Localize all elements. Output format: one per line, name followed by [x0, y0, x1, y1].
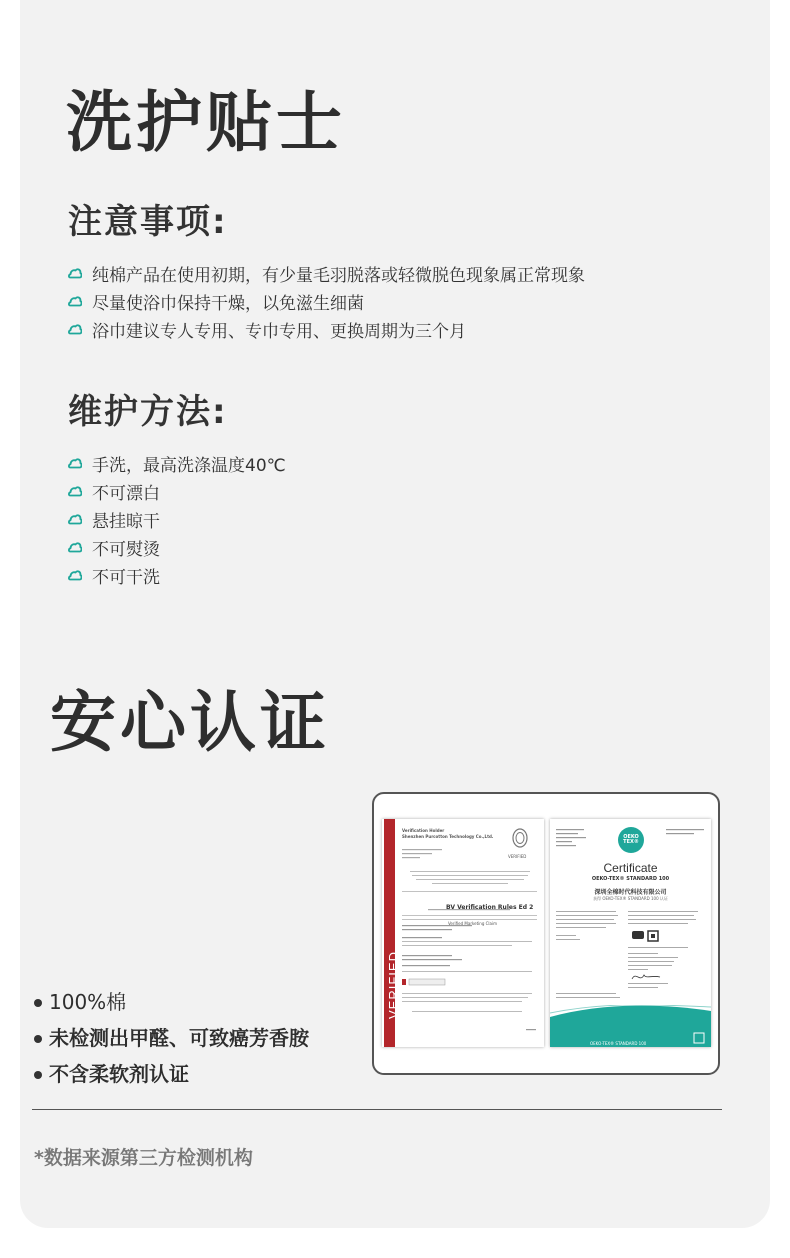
note-text: 纯棉产品在使用初期，有少量毛羽脱落或轻微脱色现象属正常现象	[92, 265, 585, 286]
bv-claim: Verified Marketing Claim	[448, 921, 498, 926]
oeko-tex-certificate	[550, 819, 711, 1047]
method-text: 悬挂晾干	[92, 511, 160, 532]
source-footnote: *数据来源第三方检测机构	[34, 1147, 253, 1169]
list-item	[68, 533, 286, 561]
cloud-outline-icon	[68, 323, 82, 335]
cert-feature-list	[34, 982, 309, 1090]
oeko-tex-badge	[618, 827, 644, 853]
method-heading: 维护方法:	[68, 392, 228, 432]
feature-item	[34, 1054, 309, 1090]
method-text: 不可干洗	[92, 567, 160, 588]
bullet-dot	[34, 1035, 42, 1043]
oeko-company: 深圳全棉时代科技有限公司	[594, 889, 667, 896]
notes-list	[68, 259, 585, 343]
cloud-outline-icon	[68, 513, 82, 525]
care-title: 洗护贴士	[66, 84, 346, 161]
method-text: 手洗，最高洗涤温度40℃	[92, 455, 286, 476]
oeko-footer: OEKO-TEX® STANDARD 100	[590, 1041, 647, 1046]
list-item	[68, 315, 585, 343]
bullet-dot	[34, 1071, 42, 1079]
cert-title: 安心认证	[50, 684, 330, 761]
bv-logo-caption: VERIFIED	[508, 854, 527, 859]
feature-text: 未检测出甲醛、可致癌芳香胺	[49, 1025, 309, 1050]
cloud-outline-icon	[68, 485, 82, 497]
oeko-standard: OEKO-TEX® STANDARD 100	[591, 876, 670, 882]
list-item	[68, 477, 286, 505]
oeko-company-sub: 获得 OEKO-TEX® STANDARD 100 认证	[593, 896, 668, 901]
feature-item	[34, 1018, 309, 1054]
oeko-badge-top: OEKO	[623, 834, 639, 840]
oeko-body-text-lines	[556, 909, 706, 1009]
certificate-image-frame	[372, 792, 720, 1075]
feature-text: 100%棉	[49, 989, 127, 1014]
list-item	[68, 449, 286, 477]
list-item	[68, 505, 286, 533]
list-item	[68, 287, 585, 315]
bv-watermark: VERIFIED	[386, 951, 401, 1019]
method-text: 不可熨烫	[92, 539, 160, 560]
method-list	[68, 449, 286, 589]
list-item	[68, 561, 286, 589]
list-item	[68, 259, 585, 287]
bv-holder-label: Verification Holder	[402, 828, 445, 833]
bv-rules: BV Verification Rules Ed 2	[446, 904, 534, 911]
oeko-badge-bottom: TEX®	[623, 839, 639, 845]
cloud-outline-icon	[68, 541, 82, 553]
oeko-cert-title: Certificate	[603, 861, 658, 875]
bv-certificate	[382, 819, 544, 1047]
note-text: 浴巾建议专人专用、专巾专用、更换周期为三个月	[92, 321, 466, 342]
cloud-outline-icon	[68, 267, 82, 279]
notes-heading: 注意事项:	[68, 202, 228, 242]
method-text: 不可漂白	[92, 483, 160, 504]
feature-item	[34, 982, 309, 1018]
cloud-outline-icon	[68, 295, 82, 307]
bv-holder: Shenzhen Purcotton Technology Co.,Ltd.	[402, 834, 494, 839]
bv-body-text-lines	[402, 845, 537, 1035]
cloud-outline-icon	[68, 569, 82, 581]
divider	[32, 1109, 722, 1110]
note-text: 尽量使浴巾保持干燥，以免滋生细菌	[92, 293, 364, 314]
bullet-dot	[34, 999, 42, 1007]
cloud-outline-icon	[68, 457, 82, 469]
feature-text: 不含柔软剂认证	[49, 1061, 189, 1086]
